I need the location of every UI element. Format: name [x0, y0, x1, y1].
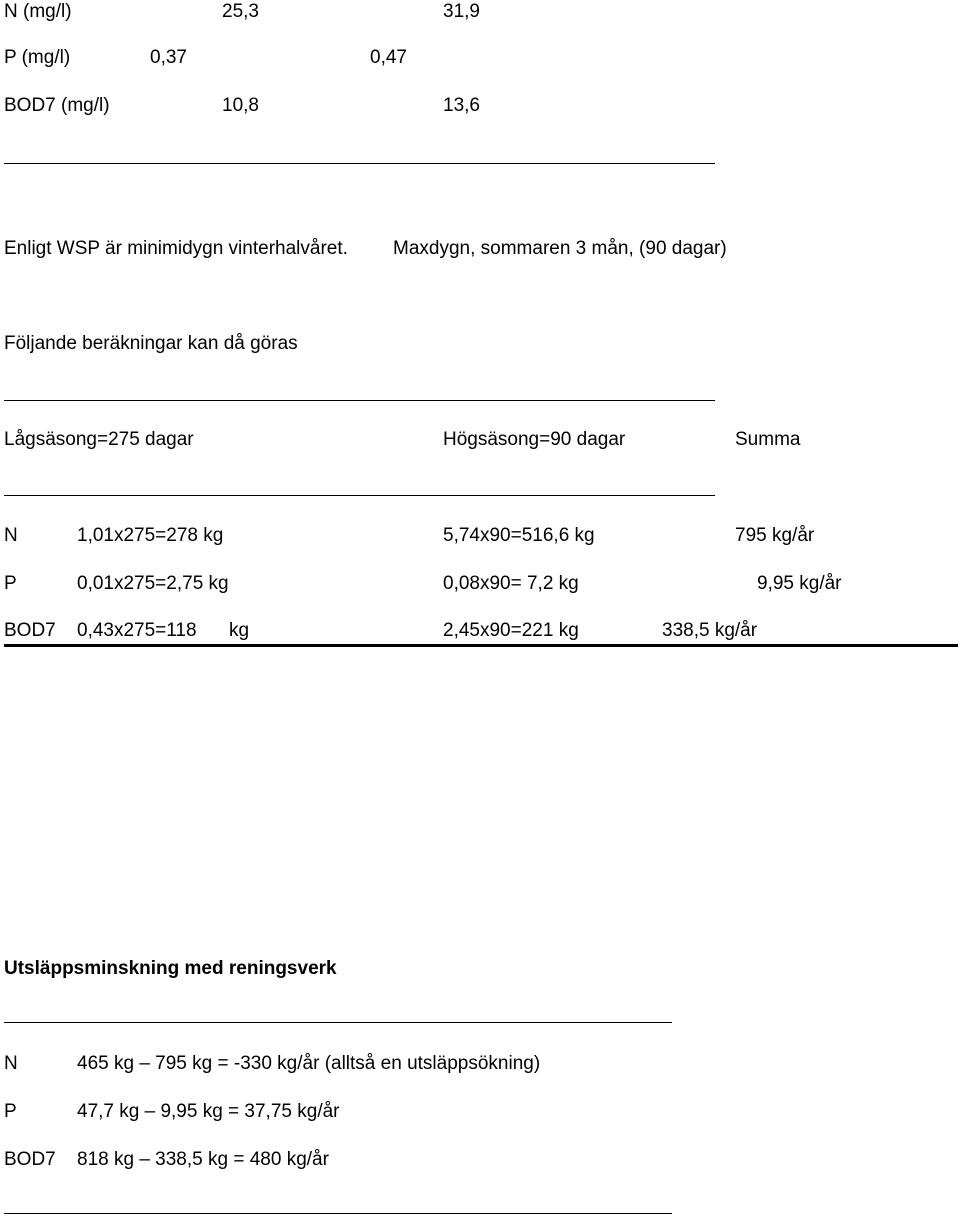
reduction-text-p: 47,7 kg – 9,95 kg = 37,75 kg/år — [77, 1101, 340, 1122]
conc-label-bod7: BOD7 (mg/l) — [4, 95, 110, 116]
calc-header-high: Högsäsong=90 dagar — [443, 429, 626, 450]
calc-low-unit-bod7: kg — [229, 620, 250, 641]
calc-sum-p: 9,95 kg/år — [757, 573, 842, 594]
table-bottom-border — [4, 644, 958, 647]
conc-value-bod7-1: 10,8 — [222, 95, 259, 116]
note-text-2: Maxdygn, sommaren 3 mån, (90 dagar) — [393, 238, 727, 259]
calc-sum-bod7: 338,5 kg/år — [662, 620, 758, 641]
conc-value-n-2: 31,9 — [443, 1, 480, 22]
calc-high-bod7: 2,45x90=221 kg — [443, 620, 579, 641]
reduction-param-p: P — [4, 1101, 17, 1122]
conc-label-p: P (mg/l) — [4, 47, 71, 68]
reduction-heading: Utsläppsminskning med reningsverk — [4, 958, 337, 979]
calc-header-low: Lågsäsong=275 dagar — [4, 429, 194, 450]
divider-line — [4, 1022, 672, 1023]
calc-param-n: N — [4, 525, 18, 546]
divider-line — [4, 495, 715, 496]
calc-low-p: 0,01x275=2,75 kg — [77, 573, 229, 594]
conc-value-p-2: 0,47 — [370, 47, 407, 68]
divider-line — [4, 1213, 672, 1214]
calc-high-n: 5,74x90=516,6 kg — [443, 525, 595, 546]
calc-param-p: P — [4, 573, 17, 594]
calc-heading: Följande beräkningar kan då göras — [4, 333, 298, 354]
calc-low-bod7: 0,43x275=118 — [77, 620, 197, 641]
calc-header-sum: Summa — [735, 429, 801, 450]
divider-line — [4, 163, 715, 164]
divider-line — [4, 400, 715, 401]
calc-low-n: 1,01x275=278 kg — [77, 525, 224, 546]
conc-value-p-1: 0,37 — [150, 47, 187, 68]
calc-sum-n: 795 kg/år — [735, 525, 815, 546]
reduction-param-bod7: BOD7 — [4, 1149, 56, 1170]
reduction-text-bod7: 818 kg – 338,5 kg = 480 kg/år — [77, 1149, 329, 1170]
reduction-text-n: 465 kg – 795 kg = -330 kg/år (alltså en utsläppsökning) — [77, 1053, 541, 1074]
note-text-1: Enligt WSP är minimidygn vinterhalvåret. — [4, 238, 348, 259]
reduction-param-n: N — [4, 1053, 18, 1074]
conc-label-n: N (mg/l) — [4, 1, 72, 22]
conc-value-bod7-2: 13,6 — [443, 95, 480, 116]
calc-param-bod7: BOD7 — [4, 620, 56, 641]
conc-value-n-1: 25,3 — [222, 1, 259, 22]
calc-high-p: 0,08x90= 7,2 kg — [443, 573, 579, 594]
